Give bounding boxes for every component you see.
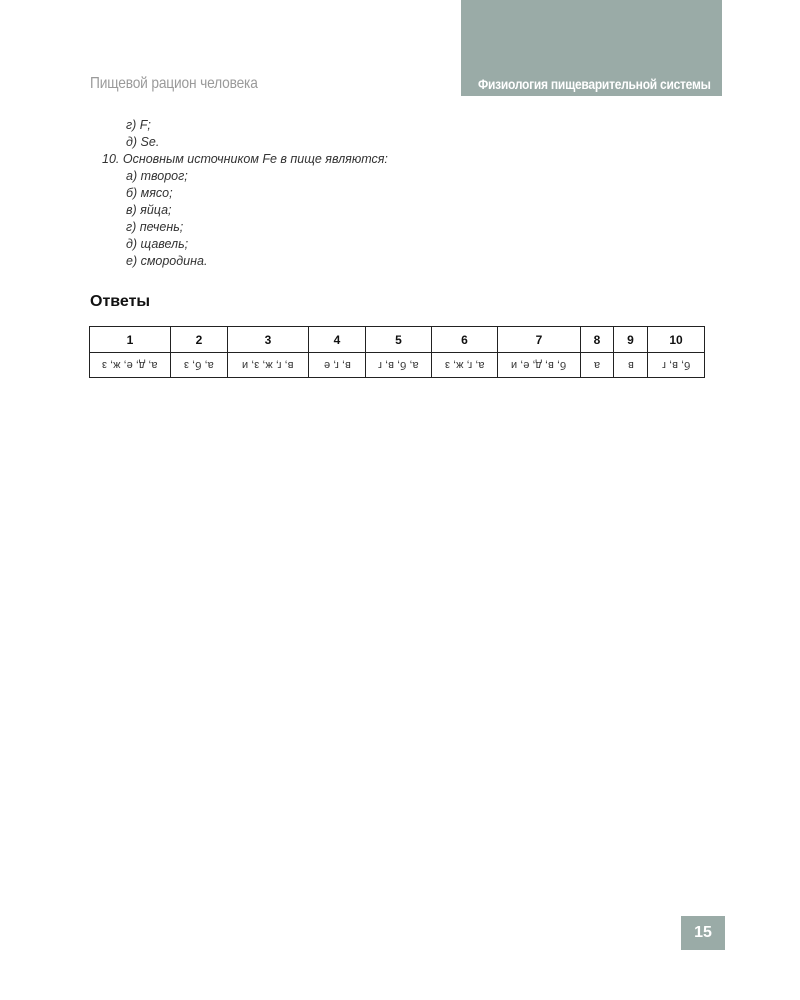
answers-header-row xyxy=(90,327,705,353)
answer-column-number: 9 xyxy=(614,327,648,353)
answer-value: а xyxy=(593,359,601,371)
answer-cell xyxy=(309,353,366,378)
answer-column-number: 4 xyxy=(309,327,366,353)
answer-column-number: 2 xyxy=(171,327,228,353)
answer-value: б, в, д, е, и xyxy=(511,359,567,371)
answer-cell xyxy=(614,353,648,378)
answer-value: в xyxy=(627,359,634,371)
answer-cell xyxy=(228,353,309,378)
answer-value: а, б, в, г xyxy=(378,359,419,371)
answer-column-number: 7 xyxy=(498,327,581,353)
answer-cell xyxy=(90,353,171,378)
quiz-option: е) смородина. xyxy=(126,254,208,268)
answer-value: б, в, г xyxy=(661,359,691,371)
answer-value: а, б, з xyxy=(184,359,214,371)
answer-column-number: 6 xyxy=(432,327,498,353)
answer-cell xyxy=(498,353,581,378)
chapter-title: Физиология пищеварительной системы xyxy=(478,76,711,92)
quiz-option: а) творог; xyxy=(126,169,188,183)
quiz-block xyxy=(102,117,388,270)
quiz-option: в) яйца; xyxy=(126,203,172,217)
quiz-option: д) Se. xyxy=(126,135,160,149)
section-title: Пищевой рацион человека xyxy=(90,75,258,92)
answer-cell xyxy=(366,353,432,378)
answers-heading: Ответы xyxy=(90,293,151,310)
page-number: 15 xyxy=(681,916,725,950)
quiz-question: 10. Основным источником Fe в пище являются: xyxy=(102,152,388,166)
answers-table xyxy=(89,326,705,378)
quiz-option: б) мясо; xyxy=(126,186,173,200)
answer-column-number: 10 xyxy=(648,327,705,353)
answer-column-number: 8 xyxy=(581,327,614,353)
answer-cell xyxy=(432,353,498,378)
answer-column-number: 1 xyxy=(90,327,171,353)
answer-cell xyxy=(581,353,614,378)
answer-column-number: 5 xyxy=(366,327,432,353)
quiz-option: г) F; xyxy=(126,118,151,132)
answer-cell xyxy=(171,353,228,378)
answers-value-row xyxy=(90,353,705,378)
answer-cell xyxy=(648,353,705,378)
quiz-option: д) щавель; xyxy=(126,237,189,251)
answer-value: в, г, е xyxy=(323,359,351,371)
answer-value: а, г, ж, з xyxy=(444,359,485,371)
answer-column-number: 3 xyxy=(228,327,309,353)
quiz-option: г) печень; xyxy=(126,220,184,234)
answer-value: а, д, е, ж, з xyxy=(102,359,158,371)
answer-value: в, г, ж, з, и xyxy=(242,359,294,371)
